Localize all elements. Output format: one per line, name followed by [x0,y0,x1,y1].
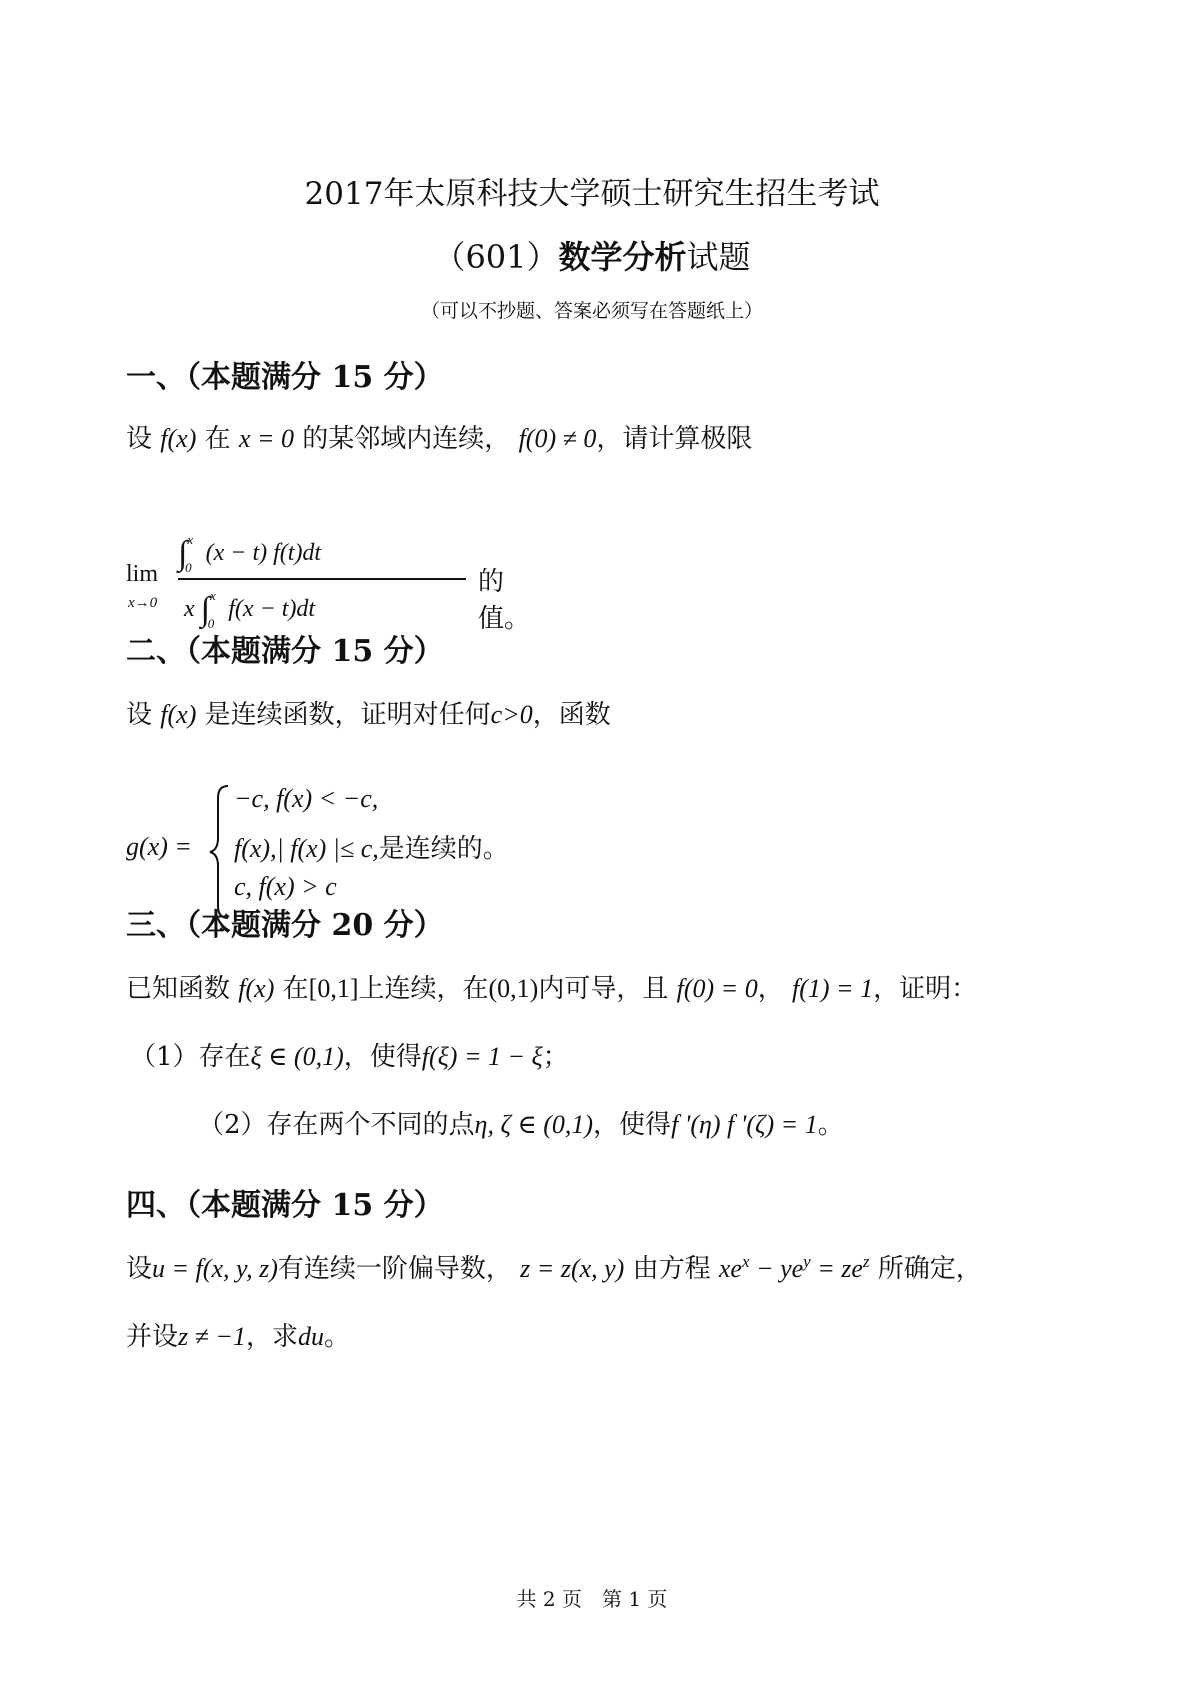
q2-text-1: 设 [126,700,153,730]
q3-math-closed-interval: [0,1] [308,974,359,1003]
q3-part-2-text: ，使得 [593,1110,672,1140]
q1-text-1: 设 [126,424,153,454]
q4-heading: 四、（本题满分 15 分） [126,1188,444,1223]
q4-line2-text-2: ，求 [245,1322,298,1352]
q3-part-2-end: 。 [817,1110,844,1140]
integral-lower: 0 [185,560,192,575]
integral-upper: x [187,532,194,547]
q3-math-open-interval: (0,1) [488,974,539,1003]
q1-heading: 一、（本题满分 15 分） [126,360,444,395]
denominator-x: x [184,596,195,622]
integral-sign: ∫ [178,535,188,572]
q1-math-f0: f(0) ≠ 0 [518,424,597,453]
q4-math-equation [719,1254,870,1283]
q1-math-x0: x = 0 [238,424,295,453]
q4-text-4: 所确定， [877,1254,982,1284]
q2-math-fx: f(x) [160,700,197,729]
q1-text-2: 在 [204,424,231,454]
q4-text-2: 有连续一阶偏导数， [277,1254,512,1284]
subtitle-suffix: 试题 [686,238,751,276]
integral-sign: ∫ [200,591,210,628]
q1-limit-expression [126,525,546,634]
q1-math-fx: f(x) [160,424,197,453]
fraction-bar [178,578,466,580]
q4-text-3: 由方程 [632,1254,711,1284]
subject-name: 数学分析 [558,238,687,276]
q2-statement [126,694,611,731]
q3-part-1 [130,1036,569,1073]
q3-math-f1: f(1) = 1 [791,974,874,1003]
q4-statement-line-1 [126,1248,982,1285]
piecewise-case-3: c, f(x) > c [234,872,337,901]
q3-heading: 三、（本题满分 20 分） [126,908,444,943]
q3-text-3: 上连续，在 [358,974,489,1004]
q3-part-1-end: ； [542,1042,569,1072]
q4-statement-line-2 [126,1316,350,1353]
exam-subtitle [0,232,1184,278]
case-2-tail: 是连续的。 [378,834,509,864]
piecewise-case-2 [234,828,509,865]
eq-sup-a: x [741,1252,750,1271]
limit-tail: 的值。 [478,567,531,634]
q2-heading: 二、（本题满分 15 分） [126,634,444,669]
q3-part-2 [198,1104,844,1141]
piecewise-case-1: −c, f(x) < −c, [234,784,379,813]
q3-text-6: ，证明： [873,974,978,1004]
page-footer: 共 2 页 第 1 页 [516,1587,668,1611]
q3-statement [126,968,977,1005]
q1-statement [126,418,752,455]
limit-numerator [178,531,322,575]
piecewise-lhs: g(x) = [126,832,192,861]
eq-sup-b: y [803,1252,811,1271]
q4-line2-text-1: 并设 [126,1322,179,1352]
q3-part-1-eq: f(ξ) = 1 − ξ [421,1042,543,1071]
q4-math-z: z = z(x, y) [520,1254,625,1283]
q4-text-1: 设 [126,1254,153,1284]
q3-part-1-label: （1）存在 [130,1042,251,1072]
q3-part-2-points: η, ζ ∈ (0,1) [474,1110,594,1139]
case-2-expr: f(x),| f(x) |≤ c, [234,834,379,863]
limit-denominator [184,587,316,631]
q1-text-4: ，请计算极限 [596,424,753,454]
q4-math-u: u = f(x, y, z) [152,1254,278,1283]
q3-text-5: ， [757,974,784,1004]
eq-part-c: = ze [810,1254,863,1283]
q3-text-2: 在 [282,974,309,1004]
q3-part-2-eq: f '(η) f '(ζ) = 1 [671,1110,818,1139]
eq-sup-c: z [862,1252,870,1271]
q3-text-1: 已知函数 [126,974,231,1004]
q4-line2-end: 。 [323,1322,350,1352]
q3-part-1-xi: ξ ∈ (0,1) [250,1042,344,1071]
eq-part-a: xe [718,1254,742,1283]
q3-text-4: 内可导，且 [538,974,669,1004]
q3-math-fx: f(x) [238,974,275,1003]
integral-upper: x [209,588,216,603]
q4-line2-math-z: z ≠ −1 [178,1322,246,1351]
lim-word: lim [126,561,159,587]
exam-note: （可以不抄题、答案必须写在答题纸上） [420,300,763,322]
eq-part-b: − ye [749,1254,804,1283]
q2-text-3: ，函数 [532,700,611,730]
q3-part-2-label: （2）存在两个不同的点 [198,1110,475,1140]
integral-lower: 0 [207,616,215,631]
q2-math-c: c>0 [490,700,533,729]
q1-text-3: 的某邻域内连续， [302,424,511,454]
exam-title: 2017年太原科技大学硕士研究生招生考试 [304,176,880,212]
numerator-expr: (x − t) f(t)dt [205,540,322,566]
q2-text-2: 是连续函数，证明对任何 [204,700,491,730]
subject-code: （601） [433,238,559,276]
denominator-expr: f(x − t)dt [228,596,316,622]
lim-subscript: x→0 [128,595,158,611]
q4-line2-math-du: du [297,1322,324,1351]
q3-math-f0: f(0) = 0 [676,974,758,1003]
q3-part-1-text: ，使得 [343,1042,422,1072]
